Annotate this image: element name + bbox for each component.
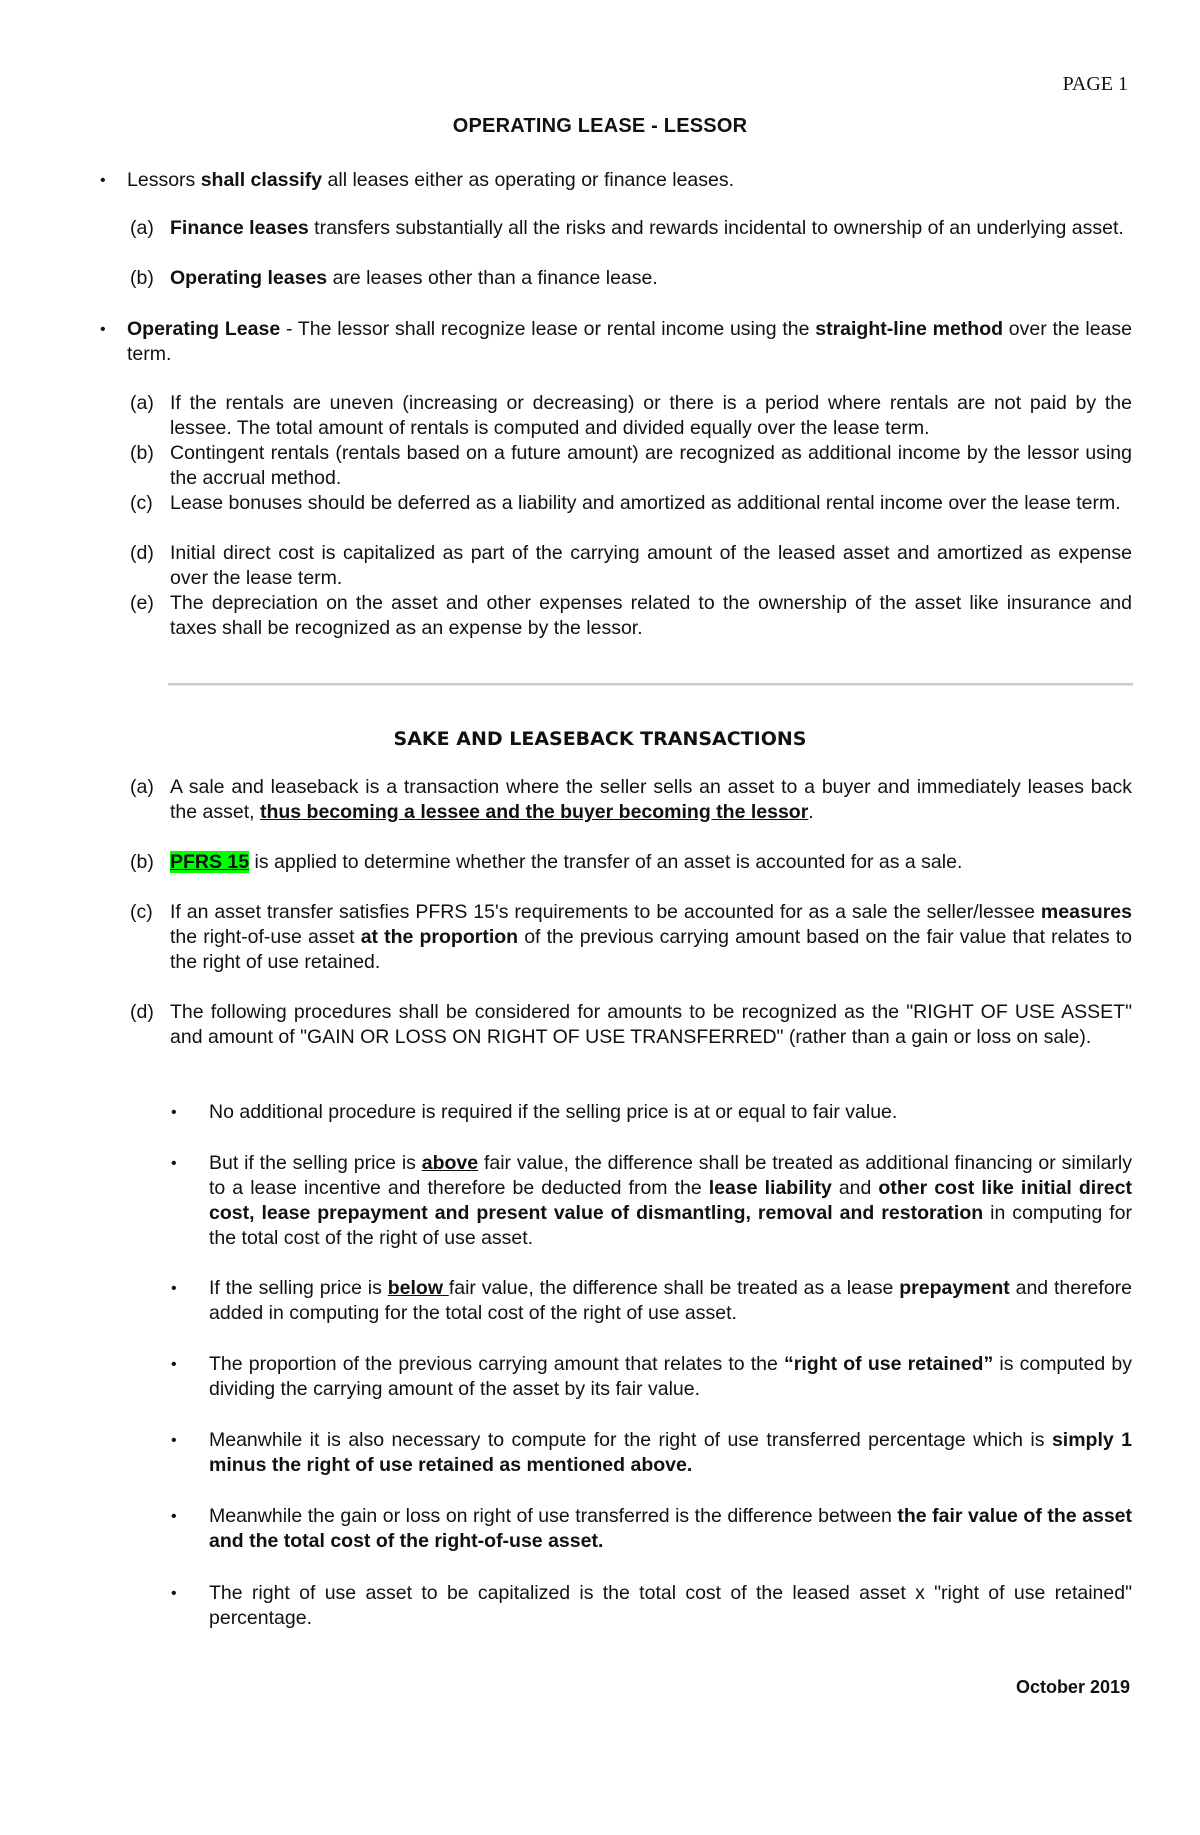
bullet-lessor-classification — [100, 168, 1132, 193]
item-label: (a) — [130, 217, 154, 239]
item-text: Operating leases are leases other than a finance lease. — [170, 267, 658, 289]
bullet-icon: • — [171, 1104, 177, 1121]
footer-date: October 2019 — [1015, 1677, 1130, 1697]
section-divider — [168, 683, 1133, 686]
item-label: (c) — [130, 492, 153, 514]
sub-bullet-text: No additional procedure is required if the selling price is at or equal to fair value. — [209, 1101, 898, 1123]
sub-bullet-no-procedure — [171, 1100, 1132, 1125]
sub-bullet-transferred-percentage — [171, 1428, 1132, 1478]
sub-bullet-above-fair-value — [171, 1151, 1132, 1251]
item-label: (a) — [130, 392, 154, 414]
sub-bullet-capitalized — [171, 1581, 1132, 1631]
list-item-lease-bonuses — [130, 491, 1132, 516]
bullet-text: Operating Lease - The lessor shall recognize lease or rental income using the straight-line method over the lease term. — [127, 318, 1133, 365]
bullet-icon: • — [171, 1356, 177, 1373]
item-text: The depreciation on the asset and other expenses related to the ownership of the asset like insurance and taxes shall be recognized as an expense by the lessor. — [170, 592, 1132, 639]
bullet-icon: • — [171, 1432, 177, 1449]
item-label: (d) — [130, 542, 154, 564]
item-text: The following procedures shall be considered for amounts to be recognized as the "RIGHT OF USE ASSET" and amount of "GAIN OR LOSS ON RIGHT OF USE TRANSFERRED" (rather than a gain or loss on sale). — [170, 1001, 1132, 1048]
bullet-icon: • — [100, 321, 106, 338]
bullet-icon: • — [171, 1508, 177, 1525]
item-label: (c) — [130, 901, 153, 923]
list-item-pfrs15 — [130, 850, 1132, 875]
bullet-text: Lessors shall classify all leases either as operating or finance leases. — [127, 169, 735, 191]
item-text: If the rentals are uneven (increasing or decreasing) or there is a period where rentals are not paid by the lessee. The total amount of rentals is computed and divided equally over the lease term. — [170, 392, 1132, 439]
sub-bullet-proportion — [171, 1352, 1132, 1402]
bullet-icon: • — [171, 1280, 177, 1297]
section-title-sale-leaseback: SAKE AND LEASEBACK TRANSACTIONS — [393, 728, 807, 750]
pfrs15-highlight: PFRS 15 — [170, 851, 250, 873]
item-label: (b) — [130, 851, 154, 873]
sub-bullet-text: The right of use asset to be capitalized is the total cost of the leased asset x "right of use retained" percentage. — [209, 1582, 1132, 1629]
list-item-operating-leases — [130, 266, 1132, 291]
list-item-initial-direct-cost — [130, 541, 1132, 591]
sub-bullet-text: If the selling price is below fair value, the difference shall be treated as a lease prepayment and therefore added in computing for the total cost of the right of use asset. — [209, 1277, 1133, 1324]
sub-bullet-text: Meanwhile it is also necessary to compute for the right of use transferred percentage which is simply 1 minus the right of use retained as mentioned above. — [209, 1429, 1132, 1476]
list-item-sale-leaseback-definition — [130, 775, 1132, 825]
bullet-icon: • — [171, 1585, 177, 1602]
list-item-asset-transfer — [130, 900, 1132, 975]
sub-bullet-text: But if the selling price is above fair value, the difference shall be treated as additional financing or similarly to a lease incentive and therefore be deducted from the lease liability and other cost like initial direct cost, lease prepayment and present value of dismantling, removal and restoration in computing for the total cost of the right of use asset. — [209, 1152, 1132, 1249]
list-item-contingent-rentals — [130, 441, 1132, 491]
item-label: (d) — [130, 1001, 154, 1023]
item-label: (a) — [130, 776, 154, 798]
page-number: PAGE 1 — [1062, 73, 1128, 95]
bullet-operating-lease — [100, 317, 1132, 367]
item-text: If an asset transfer satisfies PFRS 15's requirements to be accounted for as a sale the seller/lessee measures the right-of-use asset at the proportion of the previous carrying amount based on the fair value that relates to the right of use retained. — [170, 901, 1133, 973]
sub-bullet-text: Meanwhile the gain or loss on right of use transferred is the difference between the fair value of the asset and the total cost of the right-of-use asset. — [209, 1505, 1133, 1552]
list-item-depreciation — [130, 591, 1132, 641]
item-text: Contingent rentals (rentals based on a future amount) are recognized as additional income by the lessor using the accrual method. — [170, 442, 1132, 489]
item-label: (b) — [130, 442, 154, 464]
list-item-uneven-rentals — [130, 391, 1132, 441]
bullet-icon: • — [100, 172, 106, 189]
item-text: A sale and leaseback is a transaction where the seller sells an asset to a buyer and immediately leases back the asset, thus becoming a lessee and the buyer becoming the lessor. — [170, 776, 1132, 823]
item-text: PFRS 15 is applied to determine whether the transfer of an asset is accounted for as a sale. — [170, 851, 963, 873]
sub-bullet-below-fair-value — [171, 1276, 1133, 1326]
item-text: Lease bonuses should be deferred as a liability and amortized as additional rental income over the lease term. — [170, 492, 1121, 514]
sub-bullet-text: The proportion of the previous carrying amount that relates to the “right of use retained” is computed by dividing the carrying amount of the asset by its fair value. — [209, 1353, 1132, 1400]
section-title-operating-lease: OPERATING LEASE - LESSOR — [452, 115, 748, 137]
item-text: Finance leases transfers substantially all the risks and rewards incidental to ownership of an underlying asset. — [170, 217, 1124, 239]
item-text: Initial direct cost is capitalized as part of the carrying amount of the leased asset and amortized as expense over the lease term. — [170, 542, 1132, 589]
item-label: (e) — [130, 592, 154, 614]
list-item-finance-leases — [130, 216, 1132, 241]
sub-bullet-gain-loss — [171, 1504, 1133, 1554]
list-item-procedures — [130, 1000, 1132, 1050]
item-label: (b) — [130, 267, 154, 289]
bullet-icon: • — [171, 1155, 177, 1172]
